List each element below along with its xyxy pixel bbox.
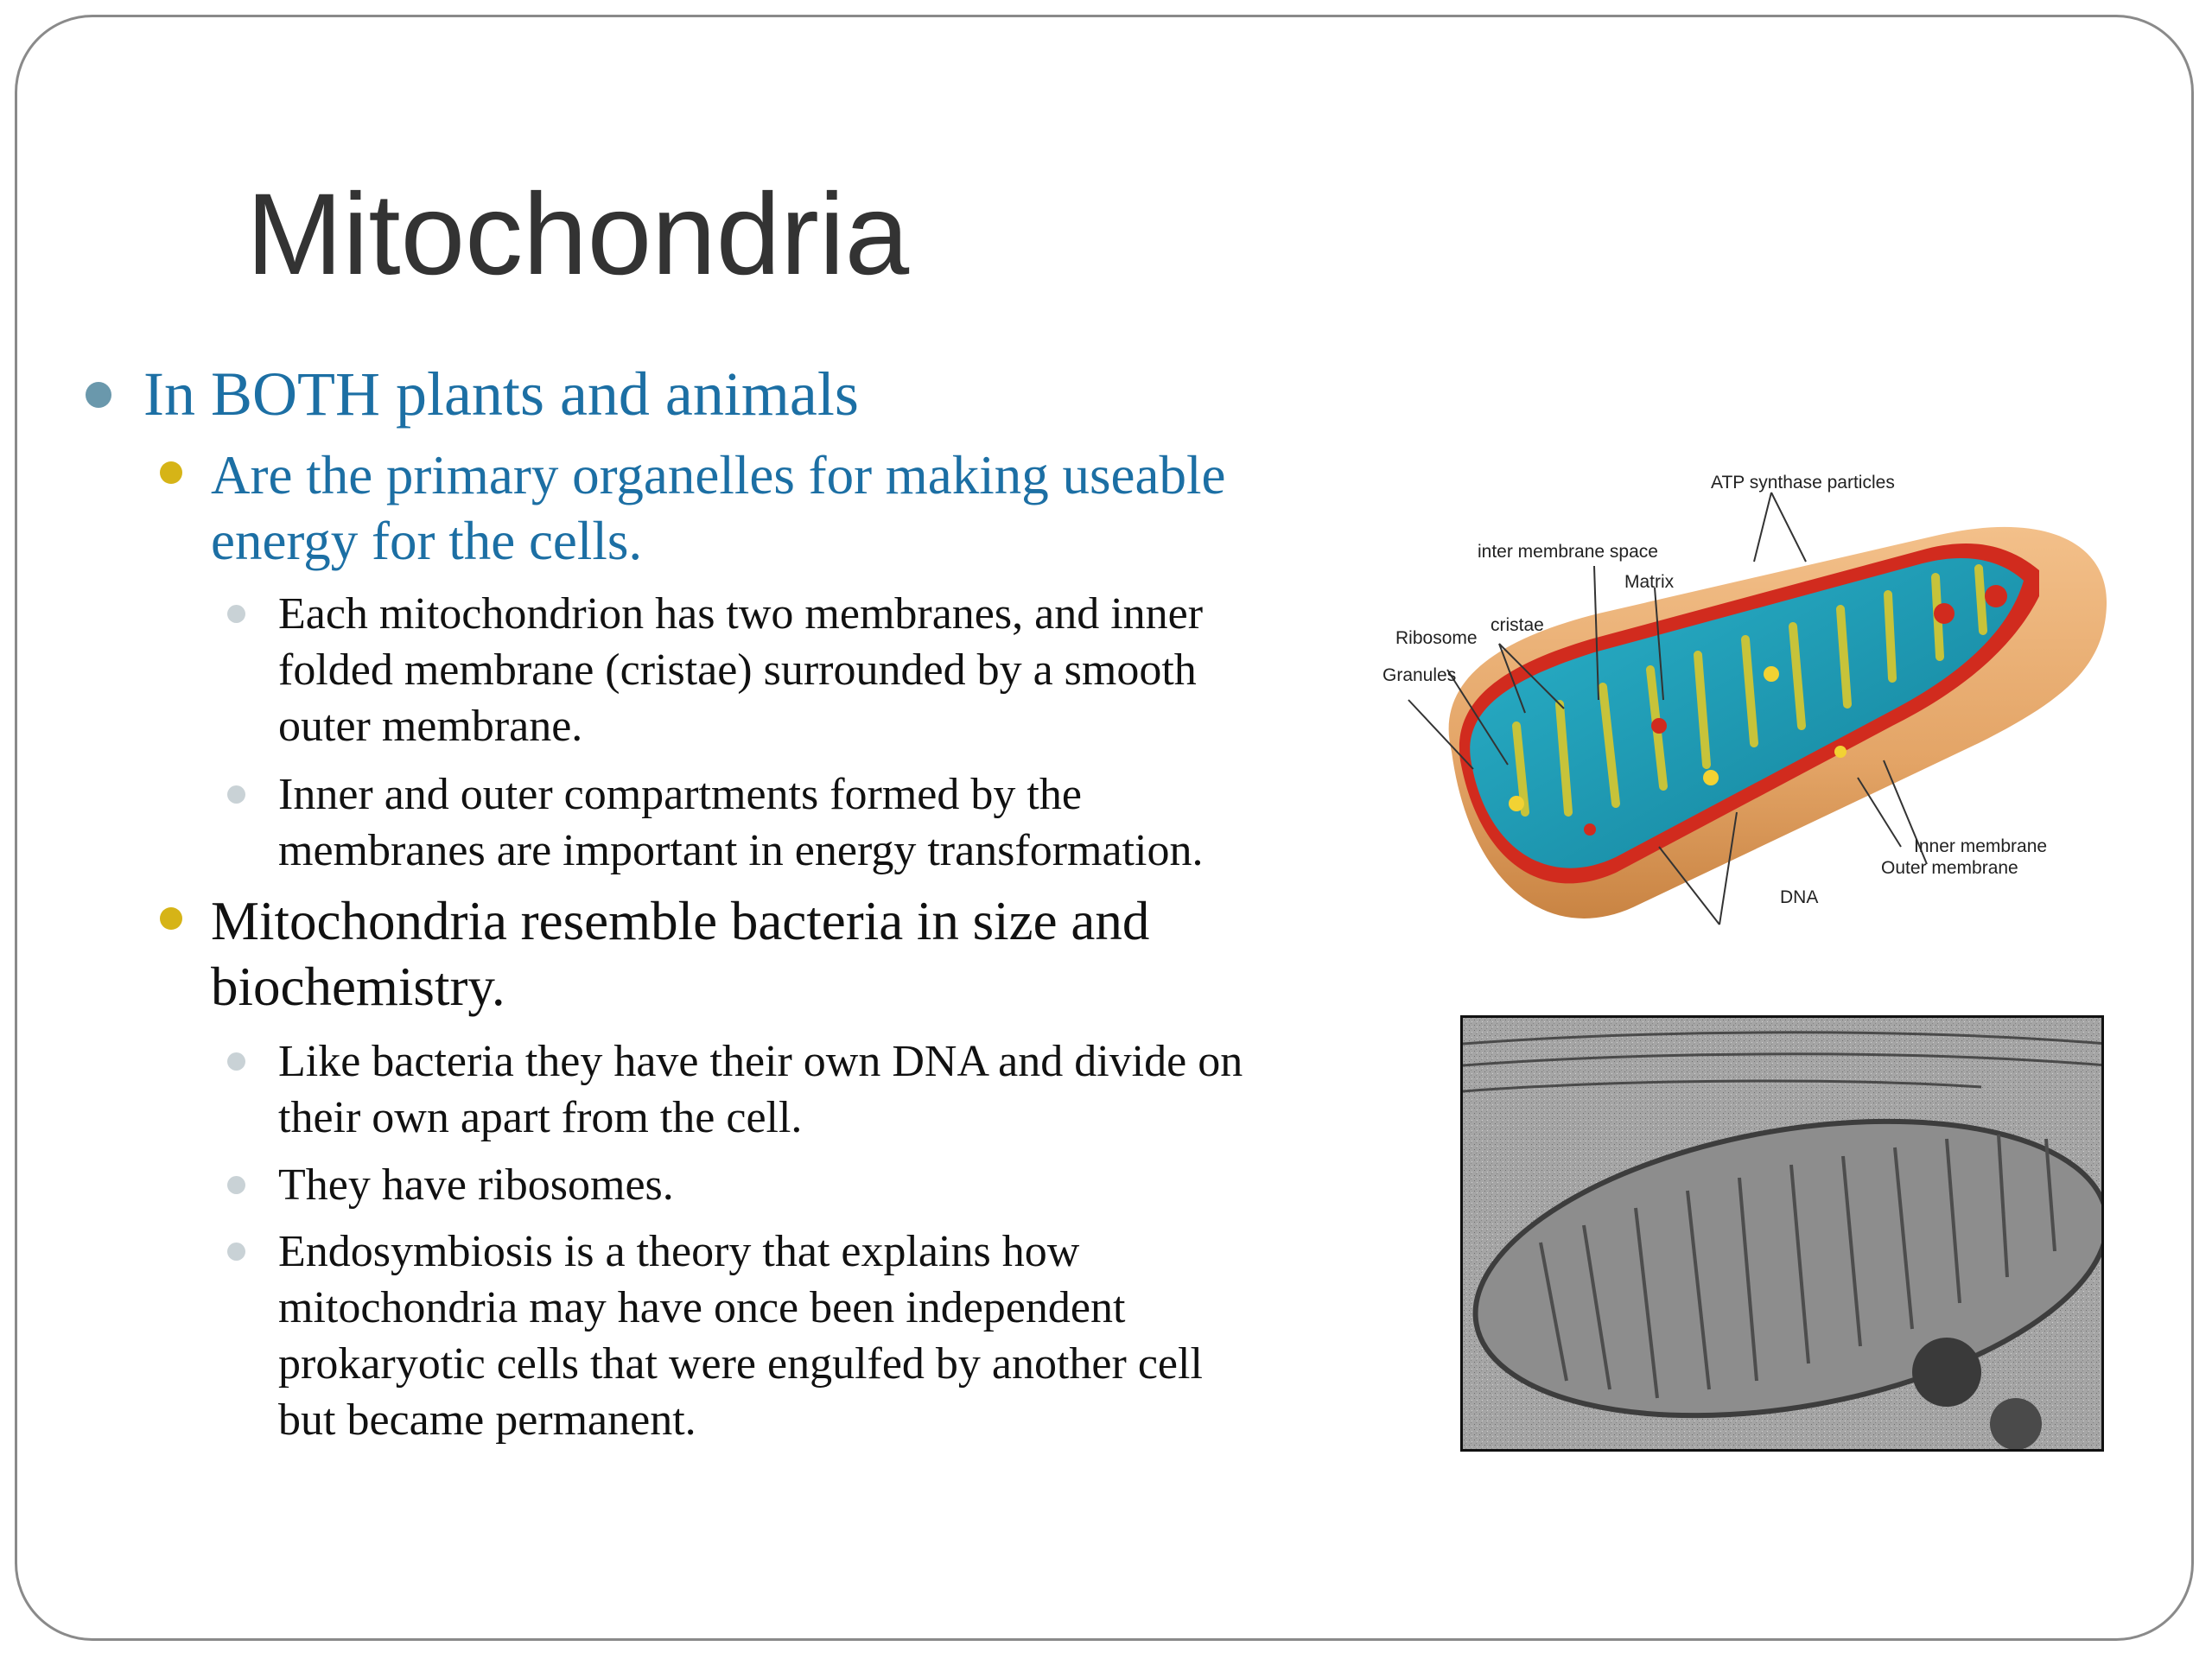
bullet-dot-icon [227, 1176, 245, 1194]
bullet-text-line: but became permanent. [278, 1395, 696, 1445]
label-outer-membrane: Outer membrane [1881, 858, 2018, 878]
bullet-text-line: Inner and outer compartments formed by the [278, 770, 1082, 819]
bullet-text-line: membranes are important in energy transformation. [278, 826, 1204, 875]
label-dna: DNA [1780, 887, 1819, 907]
bullet-text-line: Endosymbiosis is a theory that explains how [278, 1227, 1080, 1276]
bullet-dot-icon [86, 382, 111, 408]
bullet-text-line: prokaryotic cells that were engulfed by another cell [278, 1339, 1203, 1389]
bullet-text-line: Are the primary organelles for making useable [211, 445, 1226, 505]
label-ribosome: Ribosome [1395, 628, 1478, 648]
bullet-ribosomes [278, 1157, 674, 1213]
bullet-text-line: biochemistry. [211, 957, 505, 1017]
label-granules: Granules [1382, 665, 1457, 685]
label-matrix: Matrix [1624, 572, 1675, 592]
bullet-dot-icon [227, 785, 245, 804]
bullet-dot-icon [227, 1243, 245, 1261]
bullet-text-line: their own apart from the cell. [278, 1093, 803, 1142]
electron-micrograph [1460, 1015, 2104, 1452]
bullet-text-line: Like bacteria they have their own DNA and divide on [278, 1037, 1243, 1086]
bullet-text-line: outer membrane. [278, 702, 583, 751]
bullet-dot-icon [160, 907, 182, 930]
bullet-primary-organelles [211, 442, 1225, 574]
micrograph-image [1463, 1018, 2104, 1452]
label-atp-synthase: ATP synthase particles [1711, 473, 1895, 493]
bullet-dot-icon [160, 461, 182, 484]
bullet-text-line: energy for the cells. [211, 511, 643, 571]
bullet-both-plants-animals [143, 361, 859, 427]
label-intermembrane-space: inter membrane space [1478, 542, 1658, 562]
mitochondrion-diagram [1374, 467, 2126, 950]
bullet-text: They have ribosomes. [278, 1160, 674, 1210]
label-inner-membrane: Inner membrane [1914, 836, 2048, 856]
slide-title: Mitochondria [246, 170, 910, 299]
bullet-two-membranes [278, 586, 1203, 754]
bullet-text-line: mitochondria may have once been independent [278, 1283, 1126, 1332]
bullet-own-dna [278, 1033, 1243, 1146]
bullet-dot-icon [227, 605, 245, 623]
label-cristae: cristae [1491, 615, 1544, 635]
bullet-endosymbiosis [278, 1224, 1203, 1448]
bullet-dot-icon [227, 1052, 245, 1071]
bullet-text-line: Mitochondria resemble bacteria in size and [211, 891, 1150, 951]
bullet-text: In BOTH plants and animals [143, 359, 859, 429]
bullet-compartments [278, 766, 1203, 879]
bullet-text-line: folded membrane (cristae) surrounded by a smooth [278, 645, 1197, 695]
bullet-resemble-bacteria [211, 888, 1149, 1020]
bullet-text-line: Each mitochondrion has two membranes, and inner [278, 589, 1204, 639]
